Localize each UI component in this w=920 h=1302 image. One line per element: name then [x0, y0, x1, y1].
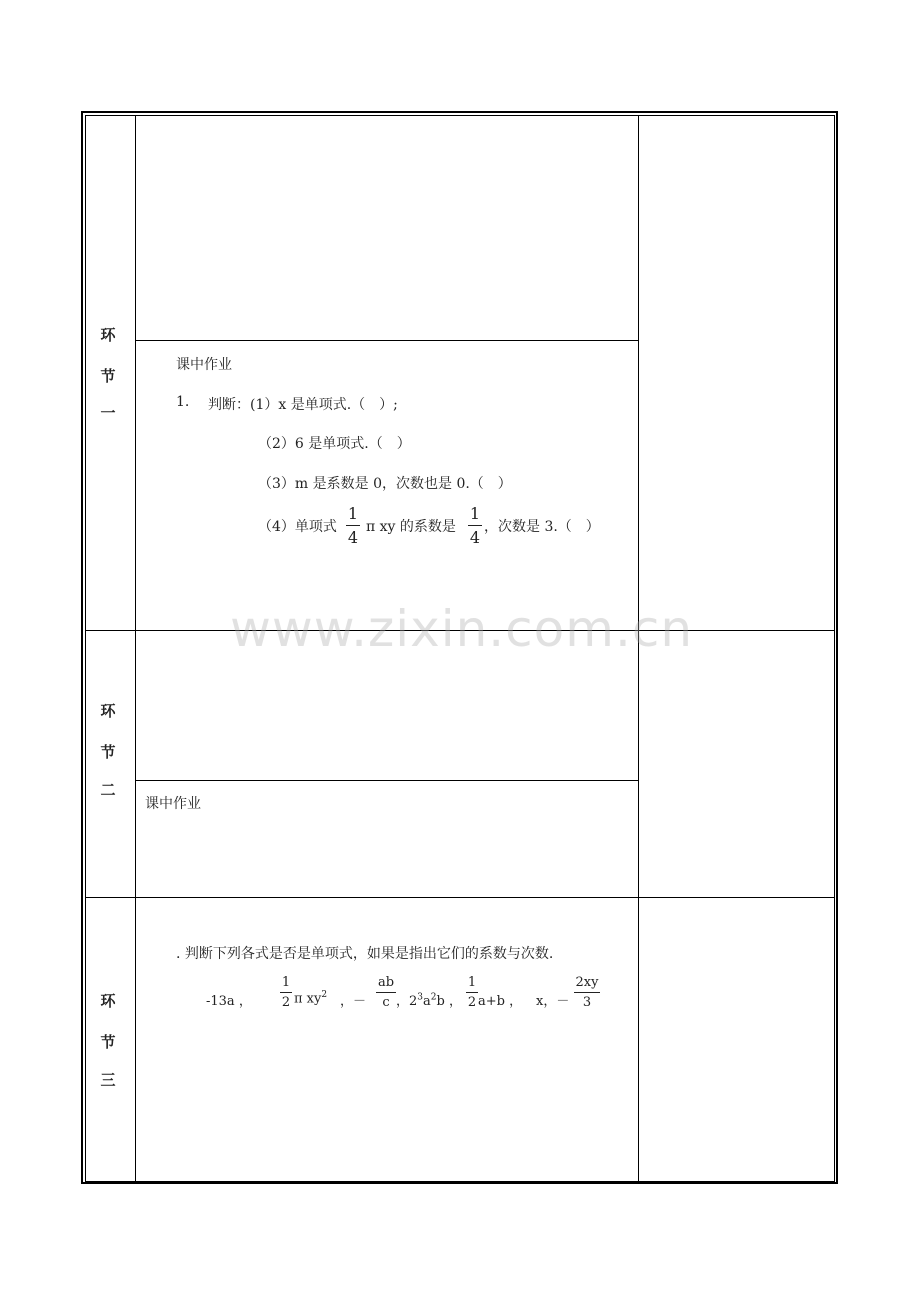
expression-4-c: b ， — [436, 994, 462, 1009]
question-4-text-c: ，次数是 3.（ ） — [484, 519, 600, 535]
expression-4-b: a — [423, 994, 431, 1009]
expression-5: a+b ， — [478, 994, 523, 1009]
fraction-numerator: ab — [377, 975, 395, 990]
fraction-bar — [466, 992, 478, 993]
subrow-divider-section1 — [135, 340, 639, 341]
expression-5-fraction — [466, 975, 478, 1010]
expression-2 — [294, 990, 327, 1006]
expression-1: -13a ， — [206, 994, 252, 1009]
watermark-text: www.zixin.com.cn — [230, 600, 694, 658]
fraction-denominator: 2 — [281, 995, 291, 1010]
section3-instruction: . 判断下列各式是否是单项式，如果是指出它们的系数与次数. — [176, 946, 554, 962]
label-char: 环 — [100, 702, 116, 720]
subrow-divider-section2 — [135, 780, 639, 781]
fraction-numerator: 2xy — [575, 975, 599, 990]
column-divider-left — [135, 115, 136, 1181]
expression-4 — [396, 990, 462, 1009]
fraction-one-quarter — [346, 504, 360, 547]
expression-6: x，－ — [536, 994, 570, 1009]
fraction-bar — [280, 992, 292, 993]
fraction-denominator: 3 — [582, 995, 592, 1010]
expression-2-fraction — [280, 975, 292, 1010]
fraction-bar — [468, 525, 482, 526]
label-char: 一 — [100, 404, 116, 422]
expression-3-prefix: ，－ — [340, 994, 367, 1009]
question-4-text-b: π xy 的系数是 — [366, 519, 456, 535]
fraction-bar — [574, 992, 600, 993]
expression-4-exp1: 3 — [417, 992, 424, 1003]
fraction-numerator: 1 — [281, 975, 291, 990]
section2-heading: 课中作业 — [145, 796, 201, 812]
question-1-text: 判断：(1）x 是单项式.（ ）; — [208, 397, 398, 413]
fraction-denominator: 4 — [469, 528, 481, 547]
label-char: 环 — [100, 326, 116, 344]
expression-4-a: ，2 — [396, 994, 418, 1009]
question-4-text-a: （4）单项式 — [258, 519, 337, 535]
label-char: 节 — [100, 367, 116, 385]
question-1-number: 1. — [176, 394, 190, 410]
label-char: 节 — [100, 743, 116, 761]
fraction-denominator: c — [382, 995, 390, 1010]
label-char: 节 — [100, 1033, 116, 1051]
fraction-numerator: 1 — [467, 975, 477, 990]
expression-2-body: π xy — [294, 991, 322, 1007]
label-char: 环 — [100, 992, 116, 1010]
fraction-numerator: 1 — [347, 504, 359, 523]
fraction-bar — [346, 525, 360, 526]
expression-4-exp2: 2 — [430, 992, 437, 1003]
expression-7-fraction — [574, 975, 600, 1010]
row-divider-2 — [85, 897, 834, 898]
question-2-text: （2）6 是单项式.（ ） — [258, 436, 411, 452]
fraction-denominator: 4 — [347, 528, 359, 547]
question-3-text: （3）m 是系数是 0，次数也是 0.（ ） — [258, 476, 512, 492]
fraction-bar — [376, 992, 396, 993]
fraction-one-quarter — [468, 504, 482, 547]
expression-3-fraction — [376, 975, 396, 1010]
fraction-numerator: 1 — [469, 504, 481, 523]
section1-heading: 课中作业 — [176, 357, 232, 373]
label-char: 三 — [100, 1071, 116, 1089]
fraction-denominator: 2 — [467, 995, 477, 1010]
label-char: 二 — [100, 781, 116, 799]
expression-2-exponent: 2 — [321, 990, 328, 1000]
